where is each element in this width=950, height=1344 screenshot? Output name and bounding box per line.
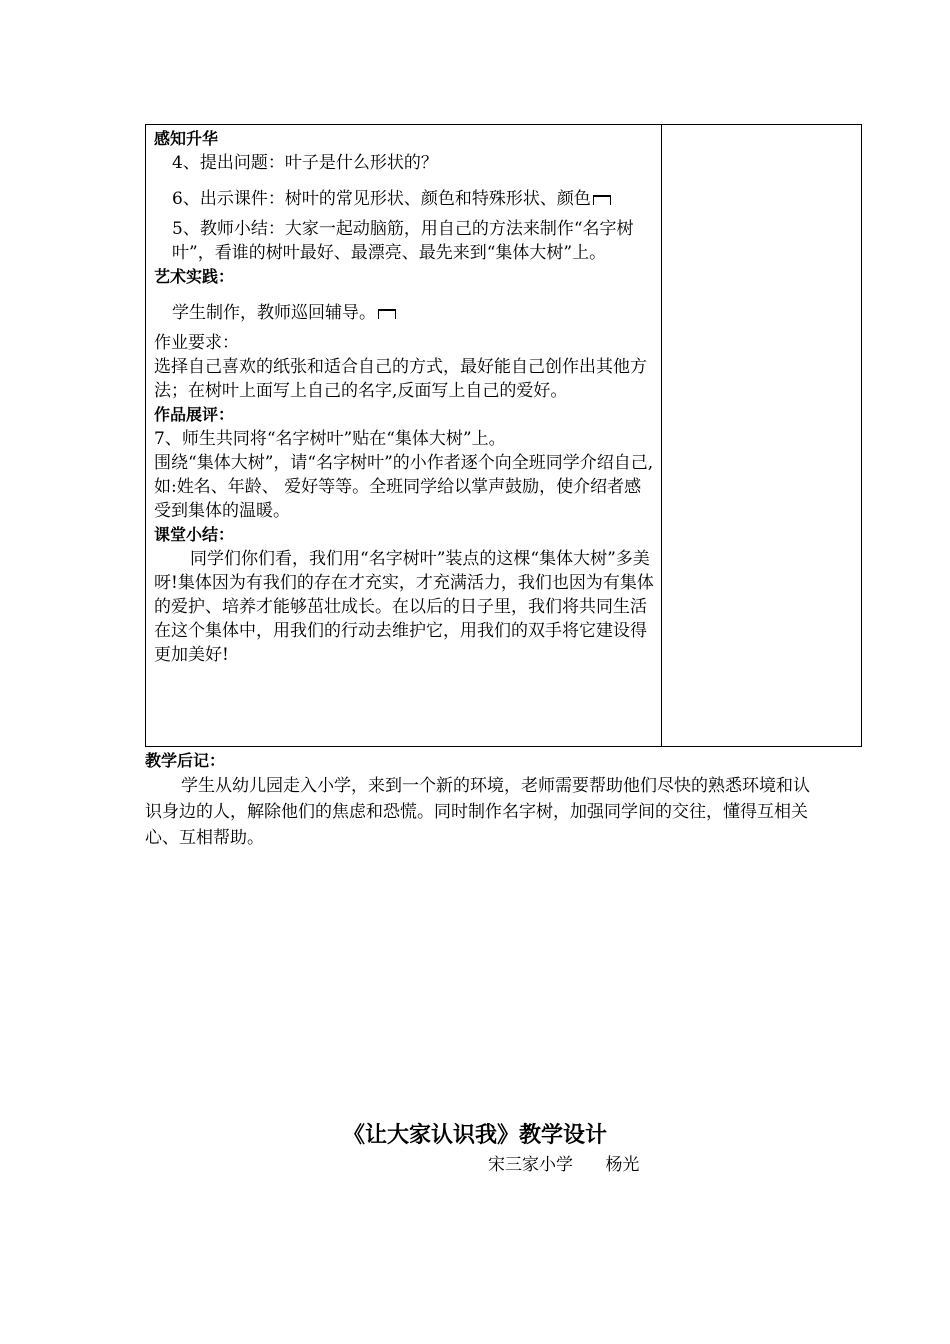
section-heading-review: 作品展评： xyxy=(154,405,235,424)
homework-text: 选择自己喜欢的纸张和适合自己的方式，最好能自己创作出其他方法；在树叶上面写上自己的名字,反面写上自己的爱好。 xyxy=(154,357,647,401)
review-line-2: 围绕“集体大树”，请“名字树叶”的小作者逐个向全班同学介绍自己,如:姓名、年龄、 爱好等等。全班同学给以掌声鼓励，使介绍者感受到集体的温暖。 xyxy=(154,453,654,521)
review-line-1: 7、师生共同将“名字树叶”贴在“集体大树”上。 xyxy=(154,429,506,449)
line-mark-icon xyxy=(593,195,611,205)
question-line: 4、提出问题：叶子是什么形状的？ xyxy=(172,153,438,173)
afterword-text: 学生从幼儿园走入小学，来到一个新的环境，老师需要帮助他们尽快的熟悉环境和认识身边的人，解除他们的焦虑和恐慌。同时制作名字树，加强同学间的交往，懂得互相关心、互相帮助。 xyxy=(145,776,810,848)
lesson-content-cell xyxy=(154,127,654,667)
afterword-heading: 教学后记： xyxy=(145,751,226,770)
summary-text: 同学们你们看，我们用“名字树叶”装点的这棵“集体大树”多美呀!集体因为有我们的存在才充实，才充满活力，我们也因为有集体的爱护、培养才能够茁壮成长。在以后的日子里，我们将共同生活在这个集体中，用我们的行动去维护它，用我们的双手将它建设得更加美好! xyxy=(154,549,654,665)
next-document-title: 《让大家认识我》教学设计 xyxy=(342,1123,607,1148)
section-heading-practice: 艺术实践： xyxy=(154,267,235,286)
homework-label: 作业要求： xyxy=(154,333,239,353)
practice-line: 学生制作，教师巡回辅导。 xyxy=(154,301,654,325)
teaching-afterword xyxy=(145,749,825,851)
courseware-line: 6、出示课件：树叶的常见形状、颜色和特殊形状、颜色 xyxy=(154,187,654,211)
line-mark-icon xyxy=(378,309,396,319)
byline xyxy=(488,1150,639,1175)
school-name: 宋三家小学 xyxy=(488,1155,573,1175)
author-name: 杨光 xyxy=(605,1155,640,1175)
column-divider xyxy=(661,125,662,746)
section-heading-perception: 感知升华 xyxy=(154,129,219,148)
lesson-table xyxy=(145,124,862,747)
section-heading-summary: 课堂小结： xyxy=(154,525,235,544)
teacher-summary-line: 5、教师小结：大家一起动脑筋，用自己的方法来制作“名字树叶”，看谁的树叶最好、最漂亮、最先来到“集体大树”上。 xyxy=(172,219,634,263)
